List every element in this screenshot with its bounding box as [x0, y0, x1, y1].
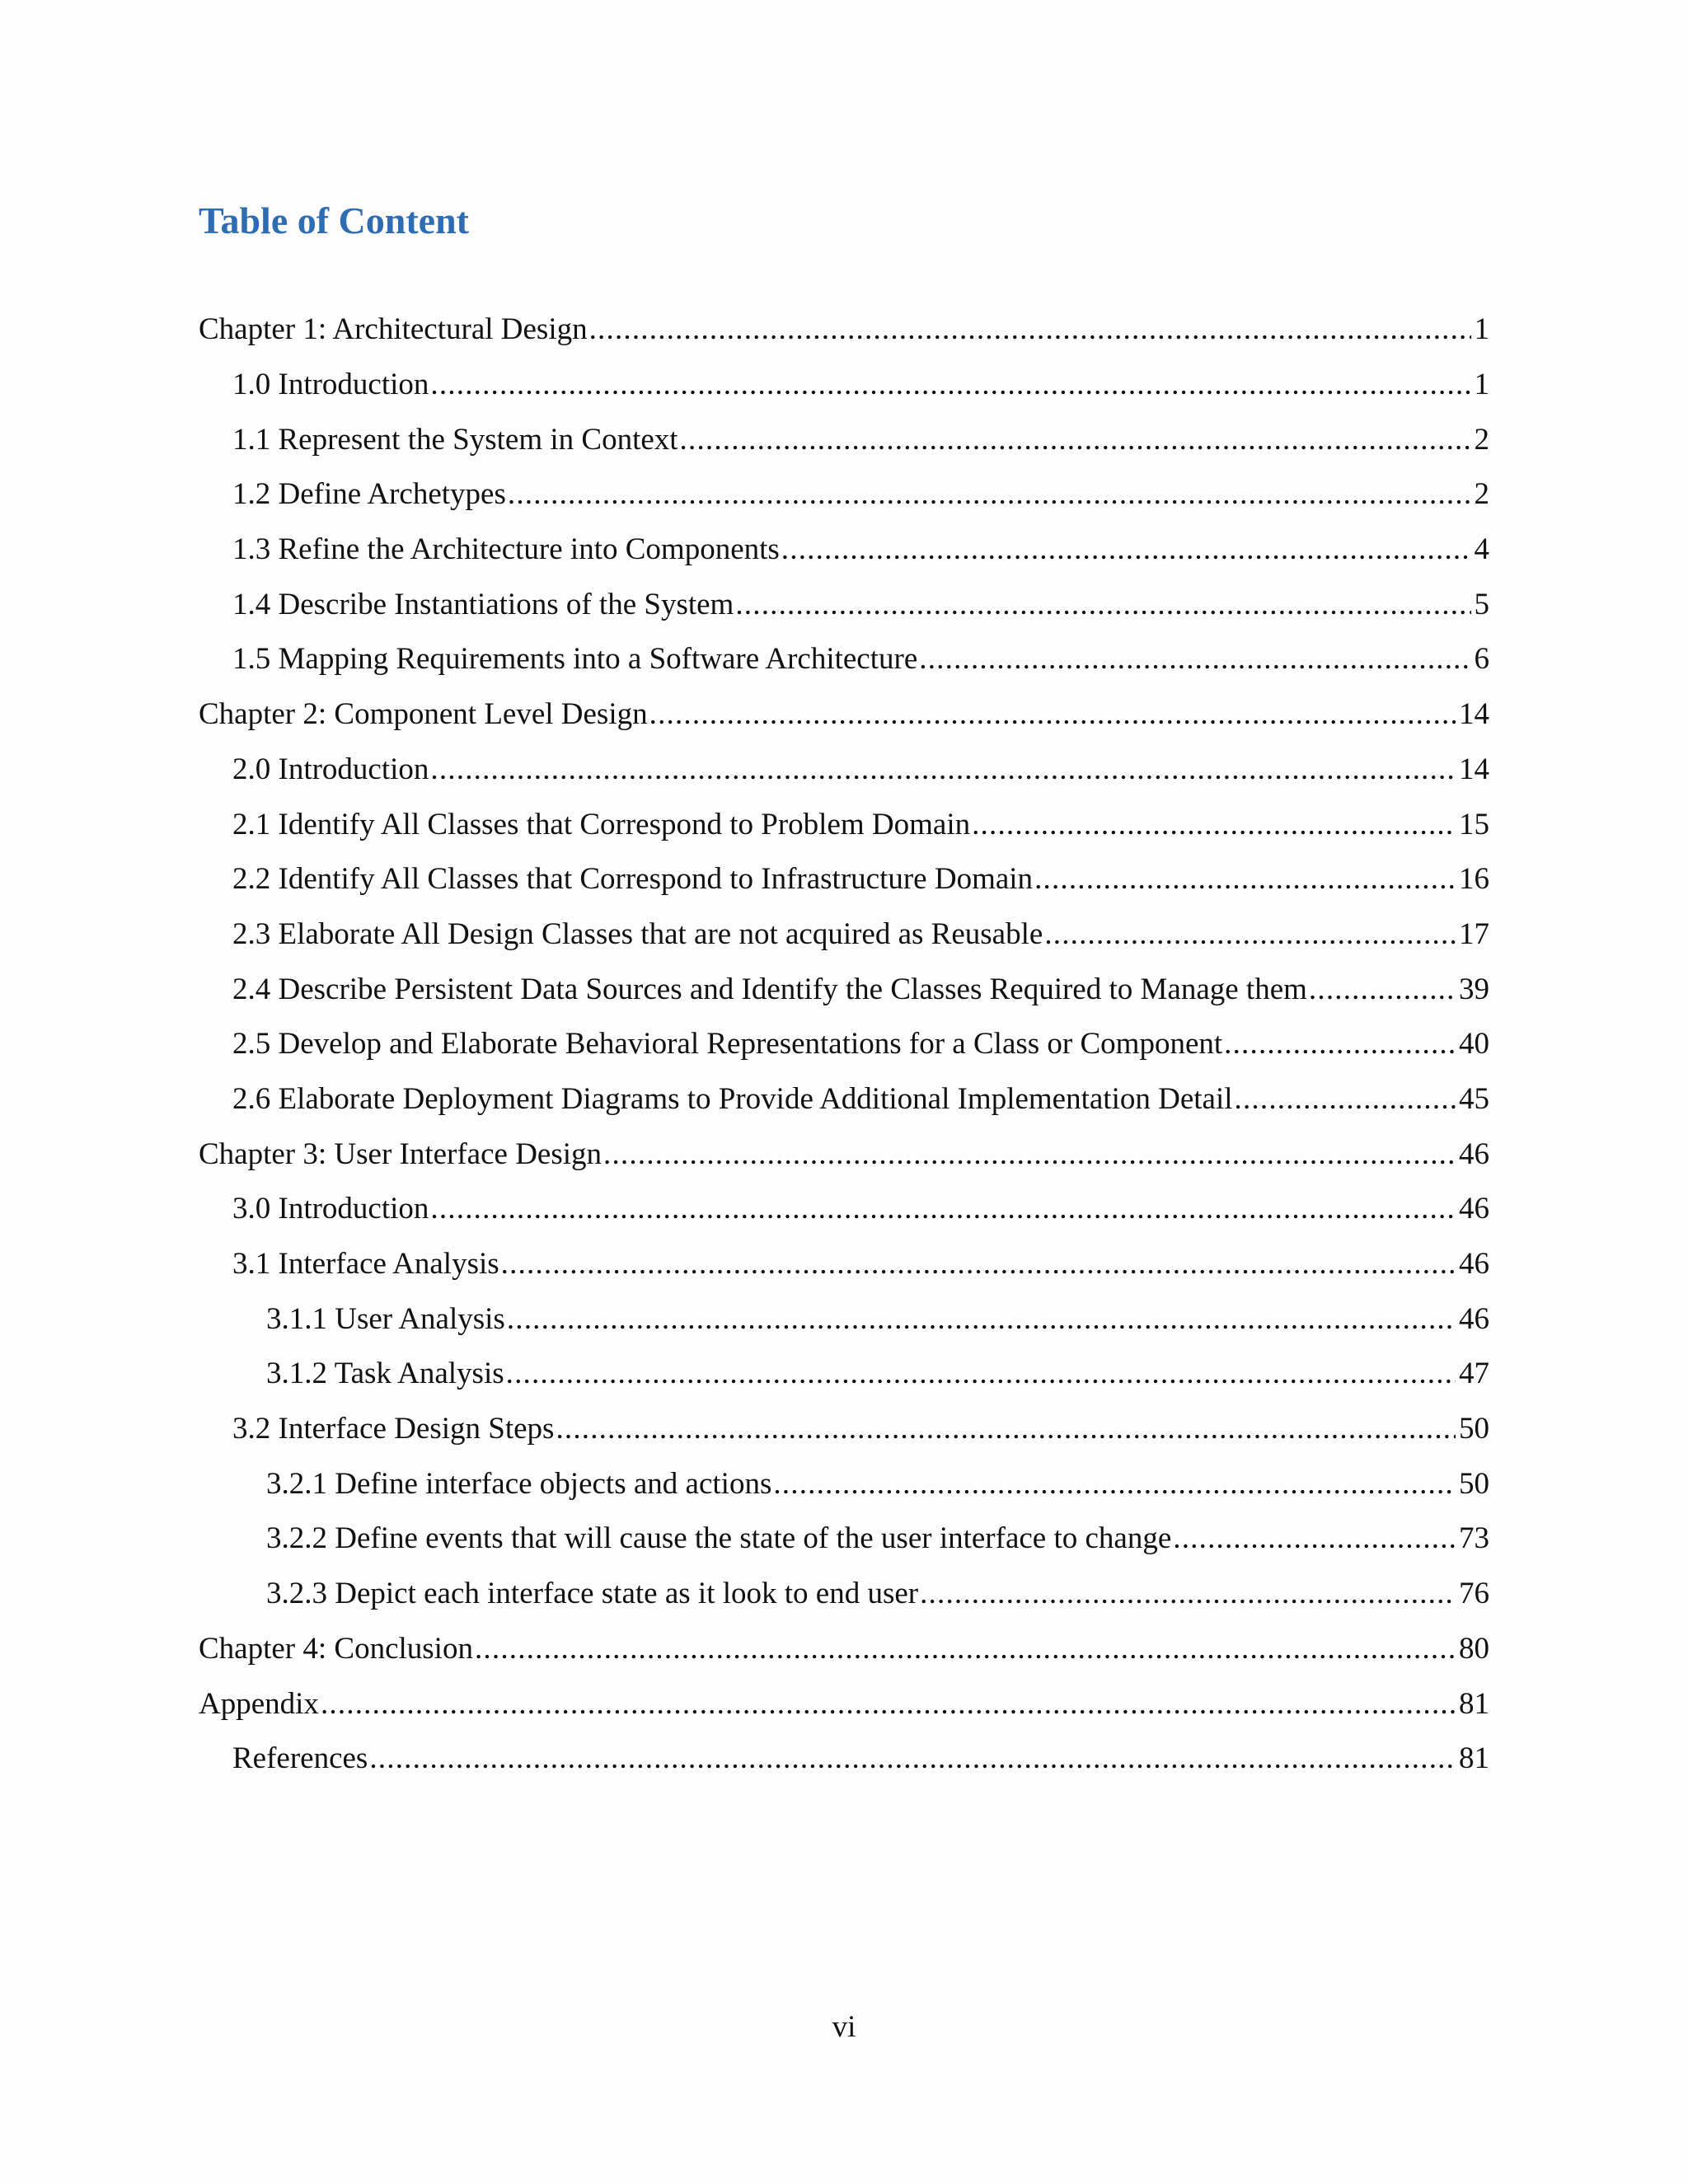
- dot-leader: [588, 312, 1471, 348]
- toc-entry-page-number: 4: [1474, 532, 1489, 567]
- dot-leader: [1033, 861, 1456, 898]
- toc-entry[interactable]: [199, 577, 1489, 632]
- toc-entry-page-number: 80: [1459, 1631, 1489, 1666]
- toc-entry-page-number: 2: [1474, 422, 1489, 457]
- toc-entry-label: Appendix: [199, 1686, 319, 1721]
- dot-leader: [678, 422, 1471, 458]
- toc-entry-page-number: 5: [1474, 587, 1489, 621]
- toc-entry-label: Chapter 1: Architectural Design: [199, 312, 588, 347]
- toc-entry-page-number: 81: [1459, 1741, 1489, 1776]
- toc-entry[interactable]: [199, 797, 1489, 852]
- toc-entry[interactable]: [199, 962, 1489, 1017]
- toc-entry-label: 3.2 Interface Design Steps: [232, 1412, 555, 1446]
- toc-entry[interactable]: [199, 907, 1489, 963]
- dot-leader: [368, 1741, 1456, 1777]
- toc-entry-label: 1.2 Define Archetypes: [232, 477, 506, 512]
- toc-entry-page-number: 16: [1459, 862, 1489, 897]
- toc-entry-label: 3.1.1 User Analysis: [266, 1301, 505, 1336]
- toc-entry[interactable]: [199, 1456, 1489, 1511]
- dot-leader: [506, 476, 1471, 513]
- toc-entry[interactable]: [199, 1291, 1489, 1347]
- toc-entry[interactable]: [199, 1676, 1489, 1732]
- toc-entry-page-number: 46: [1459, 1192, 1489, 1226]
- toc-entry-page-number: 1: [1474, 312, 1489, 347]
- toc-entry-label: 1.3 Refine the Architecture into Components: [232, 532, 780, 567]
- toc-entry[interactable]: [199, 1127, 1489, 1182]
- toc-entry-label: 1.4 Describe Instantiations of the System: [232, 587, 734, 621]
- toc-entry-label: 2.0 Introduction: [232, 752, 429, 786]
- toc-entry-page-number: 73: [1459, 1521, 1489, 1556]
- toc-entry-page-number: 50: [1459, 1466, 1489, 1501]
- toc-entry-page-number: 15: [1459, 807, 1489, 841]
- dot-leader: [504, 1356, 1456, 1392]
- toc-entry-page-number: 45: [1459, 1081, 1489, 1116]
- toc-entry-label: 2.1 Identify All Classes that Correspond to Problem Domain: [232, 807, 971, 841]
- toc-entry-label: Chapter 4: Conclusion: [199, 1631, 473, 1666]
- dot-leader: [970, 807, 1456, 843]
- toc-entry-label: 1.0 Introduction: [232, 368, 429, 402]
- toc-entry-label: 2.6 Elaborate Deployment Diagrams to Provide Additional Implementation Detail: [232, 1081, 1233, 1116]
- toc-entry-page-number: 2: [1474, 477, 1489, 512]
- dot-leader: [734, 587, 1470, 623]
- toc-entry-label: 3.1.2 Task Analysis: [266, 1357, 504, 1391]
- toc-entry[interactable]: [199, 302, 1489, 358]
- toc-entry-page-number: 1: [1474, 368, 1489, 402]
- toc-entry-label: Chapter 3: User Interface Design: [199, 1137, 603, 1171]
- dot-leader: [505, 1301, 1456, 1338]
- page-title: Table of Content: [199, 199, 469, 241]
- dot-leader: [554, 1411, 1456, 1447]
- toc-entry[interactable]: [199, 358, 1489, 413]
- dot-leader: [473, 1631, 1456, 1667]
- toc-entry-label: 2.2 Identify All Classes that Correspond to Infrastructure Domain: [232, 862, 1034, 897]
- toc-entry-page-number: 14: [1459, 697, 1489, 732]
- dot-leader: [319, 1686, 1456, 1722]
- toc-entry-label: Chapter 2: Component Level Design: [199, 697, 648, 732]
- dot-leader: [780, 532, 1471, 568]
- dot-leader: [917, 641, 1470, 677]
- toc-entry-page-number: 14: [1459, 752, 1489, 786]
- toc-entry[interactable]: [199, 1511, 1489, 1567]
- toc-entry-label: 2.3 Elaborate All Design Classes that are not acquired as Reusable: [232, 916, 1043, 951]
- toc-entry-label: References: [232, 1741, 368, 1776]
- toc-entry-page-number: 81: [1459, 1686, 1489, 1721]
- toc-entry[interactable]: [199, 467, 1489, 523]
- toc-entry[interactable]: [199, 852, 1489, 907]
- toc-entry[interactable]: [199, 1072, 1489, 1127]
- dot-leader: [1171, 1521, 1456, 1557]
- toc-entry-page-number: 17: [1459, 916, 1489, 951]
- dot-leader: [918, 1576, 1456, 1612]
- toc-entry[interactable]: [199, 1732, 1489, 1787]
- dot-leader: [429, 367, 1470, 403]
- toc-entry-label: 3.2.2 Define events that will cause the state of the user interface to change: [266, 1521, 1172, 1556]
- table-of-contents: [199, 302, 1489, 1787]
- toc-entry[interactable]: [199, 1622, 1489, 1677]
- toc-entry[interactable]: [199, 687, 1489, 743]
- toc-entry-page-number: 39: [1459, 972, 1489, 1006]
- toc-entry-label: 3.2.1 Define interface objects and actions: [266, 1466, 772, 1501]
- toc-entry-page-number: 46: [1459, 1301, 1489, 1336]
- dot-leader: [602, 1137, 1456, 1173]
- toc-entry-page-number: 40: [1459, 1027, 1489, 1062]
- toc-entry[interactable]: [199, 523, 1489, 578]
- toc-entry-label: 1.5 Mapping Requirements into a Software Architecture: [232, 642, 918, 677]
- toc-entry-label: 3.1 Interface Analysis: [232, 1247, 499, 1282]
- toc-entry[interactable]: [199, 632, 1489, 687]
- dot-leader: [1043, 916, 1456, 953]
- dot-leader: [429, 1191, 1456, 1227]
- toc-entry-label: 2.5 Develop and Elaborate Behavioral Representations for a Class or Component: [232, 1027, 1223, 1062]
- toc-entry-label: 3.0 Introduction: [232, 1192, 429, 1226]
- dot-leader: [499, 1246, 1456, 1282]
- toc-entry[interactable]: [199, 1017, 1489, 1072]
- toc-entry[interactable]: [199, 1567, 1489, 1622]
- toc-entry[interactable]: [199, 1402, 1489, 1457]
- dot-leader: [648, 696, 1456, 733]
- toc-entry-page-number: 6: [1474, 642, 1489, 677]
- toc-entry-page-number: 46: [1459, 1247, 1489, 1282]
- toc-entry[interactable]: [199, 743, 1489, 798]
- dot-leader: [1222, 1026, 1456, 1062]
- toc-entry-page-number: 47: [1459, 1357, 1489, 1391]
- dot-leader: [1307, 972, 1456, 1008]
- dot-leader: [429, 752, 1456, 788]
- dot-leader: [771, 1466, 1456, 1502]
- dot-leader: [1233, 1081, 1456, 1118]
- toc-entry[interactable]: [199, 1237, 1489, 1292]
- toc-entry[interactable]: [199, 1347, 1489, 1402]
- page-number: vi: [832, 2010, 856, 2044]
- toc-entry-page-number: 46: [1459, 1137, 1489, 1171]
- toc-entry-label: 3.2.3 Depict each interface state as it look to end user: [266, 1577, 919, 1611]
- toc-entry-page-number: 76: [1459, 1577, 1489, 1611]
- toc-entry-label: 1.1 Represent the System in Context: [232, 422, 678, 457]
- toc-entry[interactable]: [199, 1182, 1489, 1237]
- toc-entry-label: 2.4 Describe Persistent Data Sources and Identify the Classes Required to Manage them: [232, 972, 1307, 1006]
- toc-entry-page-number: 50: [1459, 1412, 1489, 1446]
- toc-entry[interactable]: [199, 412, 1489, 467]
